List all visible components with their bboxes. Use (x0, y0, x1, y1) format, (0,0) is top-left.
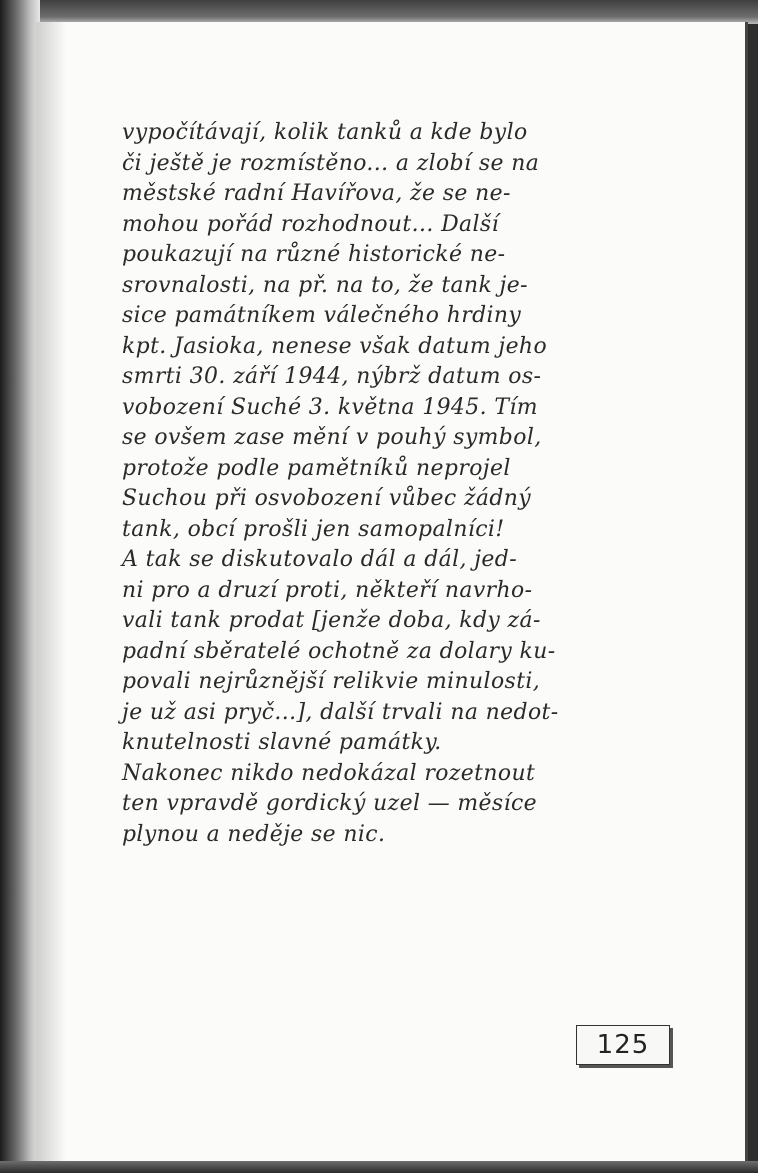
text-line: vali tank prodat [jenže doba, kdy zá- (122, 608, 541, 633)
text-line: plynou a neděje se nic. (122, 821, 386, 847)
page-number-box (576, 1025, 670, 1065)
handwritten-text-block (122, 118, 592, 850)
text-line: protože podle pamětníků neprojel (122, 455, 511, 481)
text-line: A tak se diskutovalo dál a dál, jed- (122, 547, 518, 572)
scan-bottom-edge (0, 1161, 758, 1173)
text-line: knutelnosti slavné památky. (122, 730, 442, 755)
text-line: ni pro a druzí proti, někteří navrho- (122, 577, 533, 603)
text-line: městské radní Havířova, že se ne- (122, 181, 511, 206)
text-line: padní sběratelé ochotně za dolary ku- (122, 638, 556, 664)
text-line: Nakonec nikdo nedokázal rozetnout (122, 760, 536, 786)
text-line: tank, obcí prošli jen samopalníci! (122, 516, 505, 542)
text-line: vobození Suché 3. května 1945. Tím (122, 394, 538, 420)
text-line: mohou pořád rozhodnout... Další (122, 211, 499, 237)
text-line: poukazují na různé historické ne- (122, 242, 506, 267)
text-line: smrti 30. září 1944, nýbrž datum os- (122, 364, 542, 389)
book-page (36, 22, 748, 1162)
text-line: ten vpravdě gordický uzel — měsíce (122, 791, 538, 816)
text-line: či ještě je rozmístěno... a zlobí se na (122, 150, 540, 176)
text-line: kpt. Jasioka, nenese však datum jeho (122, 333, 548, 359)
text-line: je už asi pryč...], další trvali na nedot- (122, 699, 559, 725)
book-spine-shadow (0, 0, 40, 1173)
page-number: 125 (596, 1030, 650, 1060)
scan-top-edge (0, 0, 758, 24)
text-line: povali nejrůznější relikvie minulosti, (122, 669, 541, 694)
page-gutter-shadow (36, 22, 66, 1162)
text-line: se ovšem zase mění v pouhý symbol, (122, 425, 542, 450)
text-line: srovnalosti, na př. na to, že tank je- (122, 272, 528, 298)
text-line: Suchou při osvobození vůbec žádný (122, 486, 532, 511)
text-line: sice památníkem válečného hrdiny (122, 303, 522, 328)
text-line: vypočítávají, kolik tanků a kde bylo (122, 120, 528, 145)
